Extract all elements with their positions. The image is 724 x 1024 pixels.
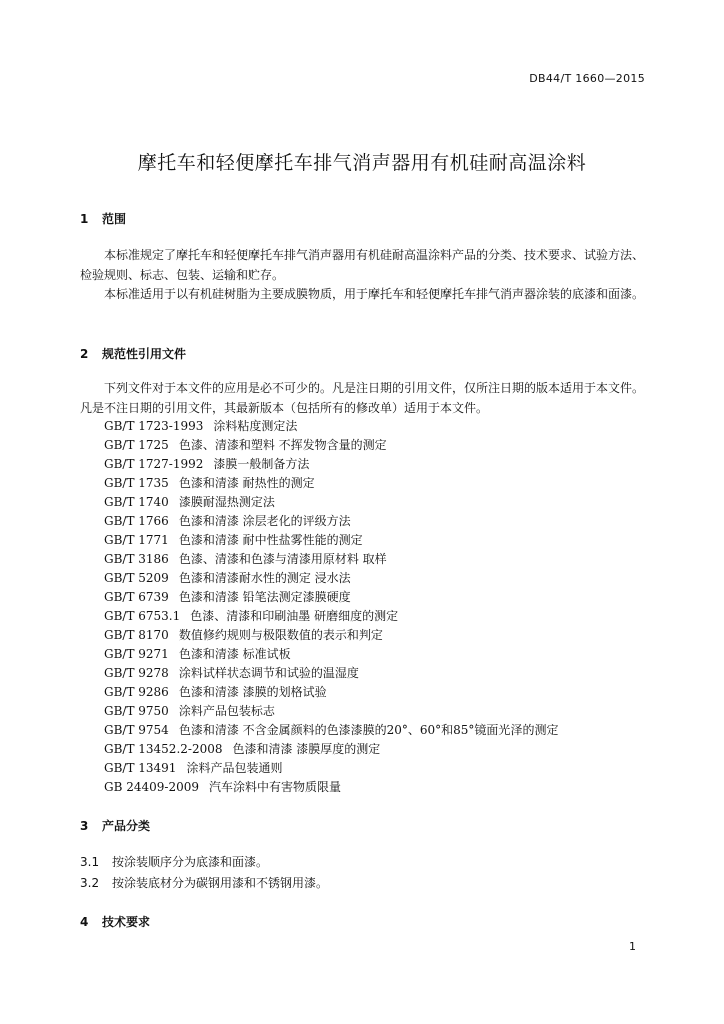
section-3-heading (80, 817, 150, 834)
reference-item (104, 702, 558, 721)
section-1-heading (80, 210, 126, 227)
reference-code: GB/T 9754 (104, 723, 169, 737)
reference-code: GB/T 1723-1993 (104, 419, 204, 433)
reference-code: GB/T 6739 (104, 590, 169, 604)
reference-title: 色漆和清漆 涂层老化的评级方法 (178, 514, 351, 528)
reference-code: GB/T 13491 (104, 761, 177, 775)
reference-code: GB 24409-2009 (104, 780, 199, 794)
reference-item (104, 721, 558, 740)
clause-3-1 (80, 853, 268, 870)
reference-code: GB/T 9286 (104, 685, 169, 699)
document-title: 摩托车和轻便摩托车排气消声器用有机硅耐高温涂料 (137, 152, 587, 174)
reference-title: 涂料试样状态调节和试验的温湿度 (178, 666, 359, 680)
reference-code: GB/T 9750 (104, 704, 169, 718)
section-4-heading (80, 913, 150, 930)
reference-item (104, 550, 558, 569)
reference-item (104, 569, 558, 588)
clause-text: 按涂装顺序分为底漆和面漆。 (112, 855, 269, 869)
section-number: 2 (80, 347, 89, 361)
reference-item (104, 664, 558, 683)
clause-number: 3.2 (80, 876, 100, 890)
section-title: 技术要求 (102, 915, 151, 929)
reference-item (104, 607, 558, 626)
reference-title: 色漆和清漆 耐热性的测定 (178, 476, 315, 490)
reference-item (104, 474, 558, 493)
reference-item (104, 626, 558, 645)
reference-item (104, 645, 558, 664)
section-2-heading (80, 345, 186, 362)
reference-code: GB/T 1725 (104, 438, 169, 452)
reference-item (104, 493, 558, 512)
reference-item (104, 740, 558, 759)
reference-item (104, 455, 558, 474)
reference-code: GB/T 6753.1 (104, 609, 181, 623)
section-number: 4 (80, 915, 89, 929)
reference-title: 色漆、清漆和塑料 不挥发物含量的测定 (178, 438, 387, 452)
reference-title: 汽车涂料中有害物质限量 (209, 780, 342, 794)
reference-title: 涂料产品包装标志 (178, 704, 275, 718)
scope-paragraph-1: 本标准规定了摩托车和轻便摩托车排气消声器用有机硅耐高温涂料产品的分类、技术要求、试验方法、检验规则、标志、包装、运输和贮存。 (80, 248, 645, 282)
standard-number: DB44/T 1660—2015 (529, 72, 645, 85)
reference-title: 漆膜耐湿热测定法 (178, 495, 275, 509)
reference-item (104, 588, 558, 607)
reference-code: GB/T 1740 (104, 495, 169, 509)
reference-title: 色漆和清漆 标准试板 (178, 647, 291, 661)
page-number: 1 (629, 940, 636, 953)
reference-code: GB/T 1766 (104, 514, 169, 528)
reference-title: 色漆、清漆和色漆与清漆用原材料 取样 (178, 552, 387, 566)
reference-list (104, 417, 558, 797)
reference-item (104, 512, 558, 531)
clause-number: 3.1 (80, 855, 100, 869)
reference-item (104, 778, 558, 797)
reference-code: GB/T 5209 (104, 571, 169, 585)
reference-title: 色漆和清漆 不含金属颜料的色漆漆膜的20°、60°和85°镜面光泽的测定 (178, 723, 559, 737)
reference-item (104, 436, 558, 455)
reference-title: 色漆和清漆 铅笔法测定漆膜硬度 (178, 590, 351, 604)
reference-title: 数值修约规则与极限数值的表示和判定 (178, 628, 383, 642)
clause-3-2 (80, 874, 328, 891)
reference-title: 涂料粘度测定法 (213, 419, 298, 433)
section-number: 1 (80, 212, 89, 226)
section-number: 3 (80, 819, 89, 833)
reference-title: 漆膜一般制备方法 (213, 457, 310, 471)
reference-title: 色漆和清漆 耐中性盐雾性能的测定 (178, 533, 363, 547)
reference-code: GB/T 9271 (104, 647, 169, 661)
reference-title: 涂料产品包装通则 (186, 761, 283, 775)
references-intro: 下列文件对于本文件的应用是必不可少的。凡是注日期的引用文件，仅所注日期的版本适用于本文件。凡是不注日期的引用文件，其最新版本（包括所有的修改单）适用于本文件。 (80, 381, 645, 415)
reference-code: GB/T 8170 (104, 628, 169, 642)
reference-title: 色漆和清漆耐水性的测定 浸水法 (178, 571, 351, 585)
reference-item (104, 531, 558, 550)
section-title: 产品分类 (102, 819, 151, 833)
reference-code: GB/T 1735 (104, 476, 169, 490)
reference-item (104, 417, 558, 436)
reference-item (104, 759, 558, 778)
section-title: 规范性引用文件 (102, 347, 187, 361)
clause-text: 按涂装底材分为碳钢用漆和不锈钢用漆。 (112, 876, 329, 890)
section-title: 范围 (102, 212, 127, 226)
reference-code: GB/T 9278 (104, 666, 169, 680)
reference-item (104, 683, 558, 702)
reference-code: GB/T 3186 (104, 552, 169, 566)
reference-title: 色漆和清漆 漆膜的划格试验 (178, 685, 327, 699)
reference-title: 色漆、清漆和印刷油墨 研磨细度的测定 (190, 609, 399, 623)
reference-code: GB/T 1727-1992 (104, 457, 204, 471)
reference-code: GB/T 1771 (104, 533, 169, 547)
reference-title: 色漆和清漆 漆膜厚度的测定 (232, 742, 381, 756)
scope-paragraph-2: 本标准适用于以有机硅树脂为主要成膜物质，用于摩托车和轻便摩托车排气消声器涂装的底漆和面漆。 (104, 287, 645, 301)
reference-code: GB/T 13452.2-2008 (104, 742, 223, 756)
